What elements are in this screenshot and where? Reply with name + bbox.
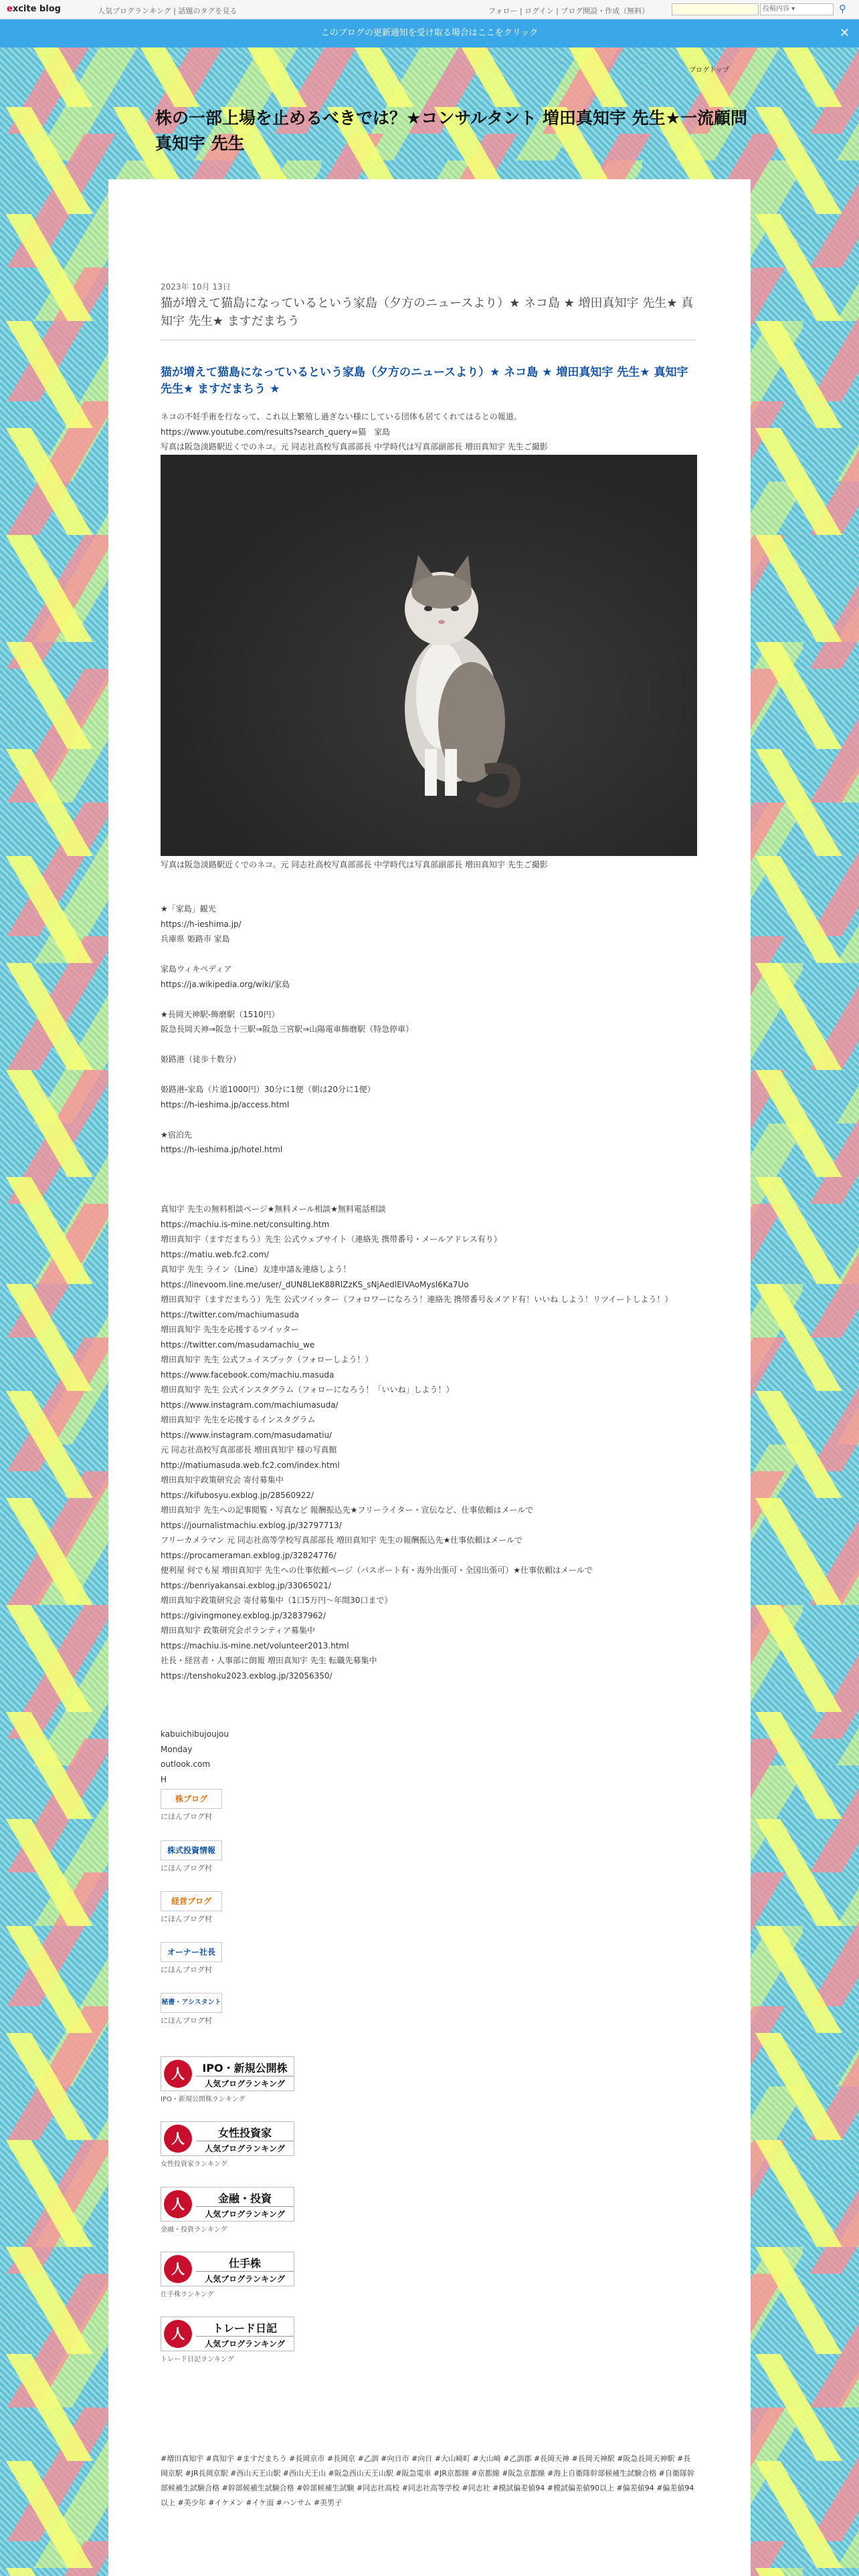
banner-subtitle: 人気ブログランキング (196, 2336, 294, 2349)
intro-line: ネコの不妊手術を行なって、これ以上繁殖し過ぎない様にしている団体も居てくれてはるとの報道。 (161, 412, 522, 421)
banner-subtitle: 人気ブログランキング (196, 2141, 294, 2154)
text-line: ★宿泊先 (161, 1130, 192, 1140)
text-line: 増田真知宇 先生を応援するツイッター (161, 1325, 299, 1334)
text-line: 増田真知宇 先生 公式インスタグラム（フォローになろう！「いいね」しよう！） (161, 1385, 454, 1394)
spacer (161, 1112, 413, 1128)
ranking-label[interactable]: IPO・新規公開株ランキング (161, 2096, 246, 2103)
contact-links (161, 1202, 672, 1683)
ranking-icon: 人 (164, 2255, 192, 2283)
follow-notice-text: このブログの更新通知を受け取る場合はここをクリック (320, 28, 539, 38)
link-line[interactable]: https://matiu.web.fc2.com/ (161, 1249, 270, 1259)
ranking-label[interactable]: 金融・投資ランキング (161, 2226, 227, 2234)
text-line: kabuichibujoujou (161, 1729, 229, 1739)
badge-label[interactable]: にほんブログ村 (161, 2016, 212, 2025)
management-blog-badge[interactable]: 経営ブログ (161, 1891, 222, 1911)
post-heading: 猫が増えて猫島になっているという家島（夕方のニュースより）★ ネコ島 ★ 増田真知宇 先生★ 真知宇 先生★ ますだまちう ★ (161, 366, 688, 396)
link-line[interactable]: https://machiu.is-mine.net/volunteer2013.html (161, 1640, 349, 1650)
post-date: 2023年 10月 13日 (161, 282, 231, 292)
link-line[interactable]: https://benriyakansai.exblog.jp/33065021/ (161, 1580, 331, 1590)
ranking-icon: 人 (164, 2060, 192, 2088)
search-icon[interactable]: ⚲ (839, 3, 846, 15)
badge-label[interactable]: にほんブログ村 (161, 1812, 212, 1821)
link-line[interactable]: https://ja.wikipedia.org/wiki/家島 (161, 979, 290, 989)
access-info (161, 901, 413, 1158)
text-line: 社長・経営者・人事部に朗報 増田真知宇 先生 転職先募集中 (161, 1656, 377, 1665)
link-line[interactable]: https://h-ieshima.jp/access.html (161, 1099, 290, 1109)
stock-info-badge[interactable]: 株式投資情報 (161, 1840, 222, 1860)
text-line: 増田真知宇政策研究会 寄付募集中（1口5万円〜年間30口まで） (161, 1596, 393, 1605)
ranking-banner-finance[interactable] (161, 2187, 294, 2222)
text-line: 増田真知宇 先生 公式フェイスブック（フォローしよう！） (161, 1355, 373, 1364)
text-line: 増田真知宇政策研究会 寄付募集中 (161, 1475, 284, 1485)
search-input[interactable] (672, 3, 759, 15)
text-line: 姫路港-家島（片道1000円）30分に1便（朝は20分に1便） (161, 1085, 375, 1094)
ranking-banner-trade-diary[interactable] (161, 2317, 294, 2351)
photo-caption: 写真は阪急淡路駅近くでのネコ。元 同志社高校写真部部長 中学時代は写真部副部長 増田真知宇 先生ご撮影 (161, 860, 548, 869)
text-line: 真知宇 先生 ライン（Line）友達申請＆連絡しよう！ (161, 1265, 351, 1274)
cat-photo (161, 455, 697, 856)
link-line[interactable]: https://h-ieshima.jp/hotel.html (161, 1145, 283, 1154)
banner-subtitle: 人気ブログランキング (196, 2076, 294, 2089)
link-line[interactable]: https://machiu.is-mine.net/consulting.htm (161, 1219, 330, 1229)
email-hint (161, 1727, 229, 1787)
badge-label[interactable]: にほんブログ村 (161, 1864, 212, 1872)
ranking-banner-women-investors[interactable] (161, 2121, 294, 2156)
text-line: 家島ウィキペディア (161, 964, 232, 974)
badge-label[interactable]: にほんブログ村 (161, 1965, 212, 1974)
link-line[interactable]: https://journalistmachiu.exblog.jp/32797713/ (161, 1520, 342, 1530)
intro-link[interactable]: https://www.youtube.com/results?search_query=猫 家島 (161, 427, 391, 437)
ranking-banner-ipo[interactable] (161, 2056, 294, 2091)
text-line: 元 同志社高校写真部部長 増田真知宇 様の写真館 (161, 1445, 337, 1455)
excite-blog-logo[interactable]: excite blog (7, 4, 61, 14)
close-icon[interactable]: ✕ (839, 26, 850, 40)
text-line: 阪急長岡天神⇒阪急十三駅⇒阪急三宮駅⇒山陽電車飾磨駅（特急停車） (161, 1025, 414, 1034)
follow-notice-bar[interactable] (0, 19, 859, 47)
ranking-icon: 人 (164, 2190, 192, 2218)
text-line: 真知宇 先生の無料相談ページ★無料メール相談★無料電話相談 (161, 1204, 386, 1214)
text-line: フリーカメラマン 元 同志社高等学校写真部部長 増田真知宇 先生の報酬振込先★仕事依頼はメールで (161, 1535, 523, 1545)
text-line: H (161, 1774, 167, 1784)
ranking-label[interactable]: 女性投資家ランキング (161, 2161, 227, 2168)
blog-title[interactable]: 株の一部上場を止めるべきでは？★コンサルタント 増田真知宇 先生★一流顧問 真知宇 先生 (155, 108, 747, 153)
secretary-assistant-badge[interactable]: 秘書・アシスタント (161, 1993, 222, 2013)
ranking-icon: 人 (164, 2125, 192, 2153)
ranking-label[interactable]: 仕手株ランキング (161, 2291, 214, 2298)
search-scope-select[interactable]: 投稿内容 ▾ (760, 3, 834, 15)
link-line[interactable]: http://matiumasuda.web.fc2.com/index.html (161, 1460, 340, 1470)
ranking-banner-shite[interactable] (161, 2252, 294, 2286)
link-line[interactable]: https://www.instagram.com/masudamatiu/ (161, 1430, 332, 1440)
post-tags[interactable]: #増田真知宇 #真知宇 #ますだまちう #長岡京市 #長岡京 #乙訓 #向日市 #向日 #大山崎町 #大山崎 #乙訓郡 #長岡天神 #長岡天神駅 #阪急長岡天神駅 #長岡京駅 #JR長岡京駅 #西山天王山駅 #西山天王山 #阪急西山天王山駅 #阪急電車 #JR京都線 #京都線 #阪急京都線 #海上自衛隊幹部候補生試験合格 #自衛隊幹部候補生試験合格 #幹部候補生試験合格 #幹部候補生試験 #同志社高校 #同志社高等学校 #同志社 #模試偏差値94 #模試偏差値90以上 #偏差値94 #偏差値94以上 #美少年 #イケメン #イケ面 #ハンサム #美男子 (161, 2454, 694, 2507)
link-line[interactable]: https://www.facebook.com/machiu.masuda (161, 1370, 335, 1380)
link-line[interactable]: https://twitter.com/machiumasuda (161, 1309, 300, 1319)
text-line: 姫路港（徒歩十数分） (161, 1055, 242, 1064)
text-line: 増田真知宇 先生への記事閲覧・写真など 報酬振込先★フリーライター・宣伝など、仕事依頼はメールで (161, 1505, 534, 1515)
text-line: 増田真知宇（ますだまちう）先生 公式ウェブサイト（連絡先 携帯番号・メールアドレス有り） (161, 1235, 502, 1244)
ranking-label[interactable]: トレード日記ランキング (161, 2356, 234, 2363)
text-line: Monday (161, 1744, 193, 1754)
banner-title: IPO・新規公開株 (202, 2062, 288, 2074)
popular-ranking-link[interactable]: 人気ブログランキング | 話題のタグを見る (98, 7, 237, 15)
spacer (161, 992, 413, 1007)
text-line: 増田真知宇 政策研究会ボランティア募集中 (161, 1626, 315, 1635)
site-header (0, 0, 859, 19)
account-links[interactable]: フォロー | ログイン | ブログ開設・作成（無料） (488, 7, 650, 15)
link-line[interactable]: https://procameraman.exblog.jp/32824776/ (161, 1550, 337, 1560)
badge-label[interactable]: にほんブログ村 (161, 1915, 212, 1923)
text-line: ★「家島」観光 (161, 904, 216, 914)
text-line: 増田真知宇（ますだまちう）先生 公式ツイッター（フォロワーになろう！連絡先 携帯番号＆メアド有！いいね しよう！リツイートしよう！） (161, 1295, 673, 1304)
blog-top-link[interactable]: ブログトップ (689, 67, 729, 74)
spacer (161, 1067, 413, 1083)
link-line[interactable]: https://kifubosyu.exblog.jp/28560922/ (161, 1490, 314, 1500)
text-line: outlook.com (161, 1759, 211, 1769)
text-line: ★長岡天神駅-飾磨駅（1510円） (161, 1009, 280, 1019)
banner-title: 金融・投資 (217, 2192, 272, 2205)
link-line[interactable]: https://tenshoku2023.exblog.jp/32056350/ (161, 1671, 332, 1681)
link-line[interactable]: https://linevoom.line.me/user/_dUN8LIeK88RlZzKS_sNjAedlEIVAoMysI6Ka7Uo (161, 1279, 469, 1289)
banner-subtitle: 人気ブログランキング (196, 2271, 294, 2284)
text-line: 兵庫県 姫路市 家島 (161, 934, 230, 944)
post-intro (161, 409, 548, 455)
spacer (161, 947, 413, 962)
banner-title: 仕手株 (228, 2257, 261, 2270)
text-line: 増田真知宇 先生を応援するインスタグラム (161, 1415, 316, 1424)
banner-title: トレード日記 (212, 2322, 277, 2335)
banner-subtitle: 人気ブログランキング (196, 2206, 294, 2220)
link-line[interactable]: https://givingmoney.exblog.jp/32837962/ (161, 1610, 326, 1620)
link-line[interactable]: https://h-ieshima.jp/ (161, 919, 242, 929)
link-line[interactable]: https://twitter.com/masudamachiu_we (161, 1339, 315, 1350)
cat-image (371, 508, 532, 809)
text-line: 便利屋 何でも屋 増田真知宇 先生への仕事依頼ページ（パスポート有・海外出張可・全国出張可）★仕事依頼はメールで (161, 1566, 593, 1575)
post-title[interactable]: 猫が増えて猫島になっているという家島（夕方のニュースより）★ ネコ島 ★ 増田真知宇 先生★ 真知宇 先生★ ますだまちう (161, 296, 694, 328)
link-line[interactable]: https://www.instagram.com/machiumasuda/ (161, 1400, 339, 1410)
owner-president-badge[interactable]: オーナー社長 (161, 1942, 222, 1962)
kabu-blog-badge[interactable]: 株ブログ (161, 1789, 222, 1809)
intro-line: 写真は阪急淡路駅近くでのネコ。元 同志社高校写真部部長 中学時代は写真部副部長 増田真知宇 先生ご撮影 (161, 442, 548, 451)
spacer (161, 1037, 413, 1053)
ranking-icon: 人 (164, 2320, 192, 2348)
banner-title: 女性投資家 (217, 2127, 272, 2139)
